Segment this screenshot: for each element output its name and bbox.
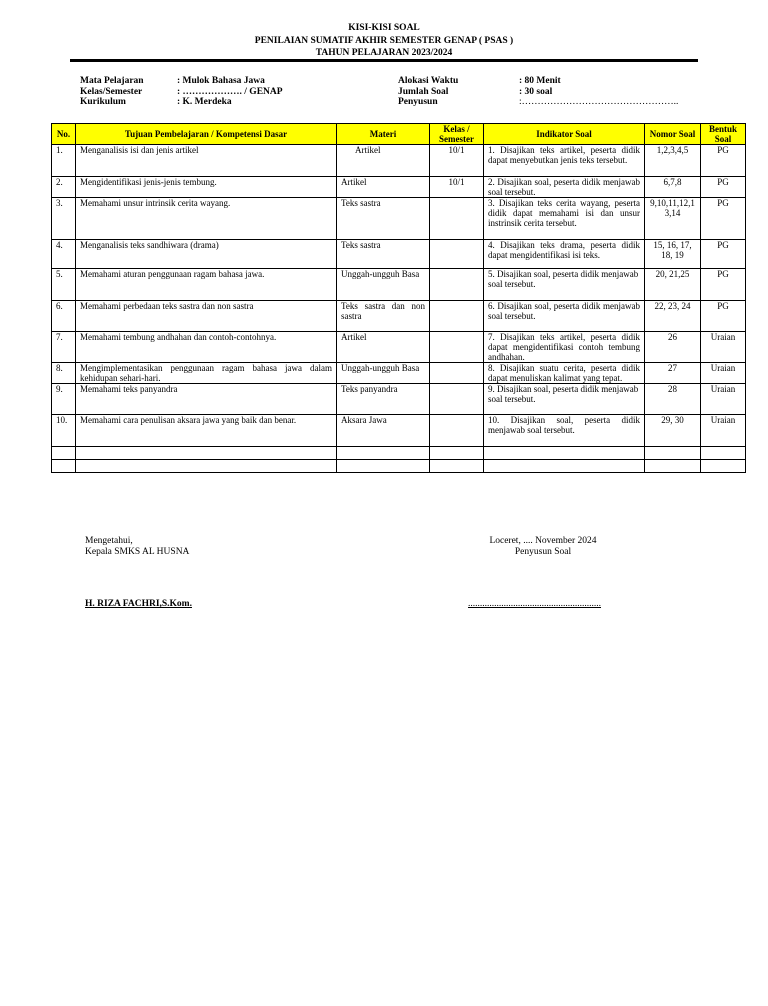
cell-empty	[52, 447, 76, 460]
cell-tujuan: Memahami perbedaan teks sastra dan non sastra	[76, 301, 337, 332]
cell-bentuk: PG	[701, 240, 746, 269]
col-header-kelas: Kelas / Semester	[430, 124, 484, 145]
document-header	[0, 22, 768, 60]
table-row	[52, 384, 746, 415]
cell-no: 4.	[52, 240, 76, 269]
meta-row-subject	[80, 76, 380, 87]
cell-materi: Teks sastra	[337, 240, 430, 269]
cell-bentuk: PG	[701, 145, 746, 177]
meta-row-curriculum	[80, 97, 380, 108]
meta-left	[80, 76, 380, 108]
cell-no: 6.	[52, 301, 76, 332]
cell-bentuk: PG	[701, 269, 746, 301]
cell-empty	[76, 447, 337, 460]
cell-no: 2.	[52, 177, 76, 198]
cell-kelas: 10/1	[430, 177, 484, 198]
cell-indikator: 4. Disajikan teks drama, peserta didik dapat mengidentifikasi isi teks.	[484, 240, 645, 269]
cell-materi: Artikel	[337, 332, 430, 363]
cell-no: 7.	[52, 332, 76, 363]
cell-kelas	[430, 384, 484, 415]
meta-row-author	[398, 97, 698, 108]
cell-empty	[430, 447, 484, 460]
cell-no: 8.	[52, 363, 76, 384]
cell-empty	[701, 447, 746, 460]
signature-right-role: Penyusun Soal	[514, 547, 572, 557]
cell-empty	[645, 447, 701, 460]
table-row	[52, 301, 746, 332]
meta-label: Penyusun	[398, 97, 438, 107]
meta-label: Kelas/Semester	[80, 86, 143, 97]
cell-nomor: 29, 30	[645, 415, 701, 447]
col-header-tujuan: Tujuan Pembelajaran / Kompetensi Dasar	[76, 124, 337, 145]
meta-value: :…………………………………………..	[519, 97, 679, 107]
grid-table	[51, 123, 746, 473]
meta-right	[398, 76, 698, 108]
cell-nomor: 20, 21,25	[645, 269, 701, 301]
cell-indikator: 6. Disajikan soal, peserta didik menjawab soal tersebut.	[484, 301, 645, 332]
cell-nomor: 1,2,3,4,5	[645, 145, 701, 177]
cell-indikator: 1. Disajikan teks artikel, peserta didik dapat menyebutkan jenis teks tersebut.	[484, 145, 645, 177]
cell-materi: Unggah-ungguh Basa	[337, 363, 430, 384]
cell-kelas	[430, 240, 484, 269]
col-header-indikator: Indikator Soal	[484, 124, 645, 145]
cell-tujuan: Memahami aturan penggunaan ragam bahasa jawa.	[76, 269, 337, 301]
cell-tujuan: Mengidentifikasi jenis-jenis tembung.	[76, 177, 337, 198]
cell-materi: Aksara Jawa	[337, 415, 430, 447]
cell-no: 9.	[52, 384, 76, 415]
cell-tujuan: Menganalisis teks sandhiwara (drama)	[76, 240, 337, 269]
cell-kelas	[430, 301, 484, 332]
cell-indikator: 8. Disajikan suatu cerita, peserta didik dapat menuliskan kalimat yang tepat.	[484, 363, 645, 384]
col-header-nomor: Nomor Soal	[645, 124, 701, 145]
cell-materi: Teks sastra	[337, 198, 430, 240]
table-header-row	[52, 124, 746, 145]
header-subtitle: PENILAIAN SUMATIF AKHIR SEMESTER GENAP ( PSAS )	[254, 35, 514, 46]
cell-indikator: 7. Disajikan teks artikel, peserta didik dapat mengidentifikasi contoh tembung andhahan.	[484, 332, 645, 363]
meta-value: : 80 Menit	[519, 76, 561, 86]
cell-no: 1.	[52, 145, 76, 177]
cell-tujuan: Menganalisis isi dan jenis artikel	[76, 145, 337, 177]
cell-nomor: 22, 23, 24	[645, 301, 701, 332]
cell-bentuk: Uraian	[701, 363, 746, 384]
cell-nomor: 15, 16, 17, 18, 19	[645, 240, 701, 269]
cell-tujuan: Memahami tembung andhahan dan contoh-contohnya.	[76, 332, 337, 363]
table-row	[52, 269, 746, 301]
header-year: TAHUN PELAJARAN 2023/2024	[315, 48, 453, 58]
signature-left	[85, 536, 189, 558]
cell-kelas	[430, 415, 484, 447]
table-row	[52, 240, 746, 269]
cell-kelas	[430, 363, 484, 384]
table-row	[52, 198, 746, 240]
cell-indikator: 9. Disajikan soal, peserta didik menjawab soal tersebut.	[484, 384, 645, 415]
cell-indikator: 5. Disajikan soal, peserta didik menjawab soal tersebut.	[484, 269, 645, 301]
cell-empty	[52, 460, 76, 473]
cell-empty	[484, 447, 645, 460]
col-header-bentuk: Bentuk Soal	[701, 124, 746, 145]
cell-kelas	[430, 198, 484, 240]
meta-value: : ………………. / GENAP	[177, 86, 283, 97]
cell-bentuk: Uraian	[701, 384, 746, 415]
meta-value: : Mulok Bahasa Jawa	[177, 76, 265, 86]
signature-right-name: ........................................................	[468, 599, 601, 609]
table-row-empty	[52, 460, 746, 473]
cell-nomor: 9,10,11,12,13,14	[645, 198, 701, 240]
meta-row-class	[80, 87, 380, 98]
cell-bentuk: PG	[701, 177, 746, 198]
signature-left-name: H. RIZA FACHRI,S.Kom.	[85, 599, 192, 609]
header-divider	[70, 59, 698, 62]
cell-kelas	[430, 269, 484, 301]
cell-nomor: 27	[645, 363, 701, 384]
signature-right-place-date: Loceret, .... November 2024	[489, 536, 597, 546]
cell-nomor: 6,7,8	[645, 177, 701, 198]
cell-materi: Teks sastra dan non sastra	[337, 301, 430, 332]
cell-kelas: 10/1	[430, 145, 484, 177]
meta-value: : 30 soal	[519, 86, 553, 97]
signature-left-role: Kepala SMKS AL HUSNA	[85, 547, 190, 557]
cell-tujuan: Mengimplementasikan penggunaan ragam bahasa jawa dalam kehidupan sehari-hari.	[76, 363, 337, 384]
cell-materi: Teks panyandra	[337, 384, 430, 415]
col-header-no: No.	[52, 124, 76, 145]
table-row	[52, 177, 746, 198]
cell-empty	[430, 460, 484, 473]
signature-right	[455, 536, 631, 558]
cell-empty	[76, 460, 337, 473]
meta-label: Alokasi Waktu	[398, 76, 459, 86]
cell-nomor: 28	[645, 384, 701, 415]
cell-empty	[645, 460, 701, 473]
meta-row-count	[398, 87, 698, 98]
table-row	[52, 363, 746, 384]
cell-empty	[701, 460, 746, 473]
cell-kelas	[430, 332, 484, 363]
cell-empty	[484, 460, 645, 473]
cell-empty	[337, 460, 430, 473]
cell-no: 5.	[52, 269, 76, 301]
cell-bentuk: PG	[701, 301, 746, 332]
cell-indikator: 10. Disajikan soal, peserta didik menjawab soal tersebut.	[484, 415, 645, 447]
cell-materi: Artikel	[337, 145, 430, 177]
cell-materi: Unggah-ungguh Basa	[337, 269, 430, 301]
table-row	[52, 145, 746, 177]
cell-indikator: 3. Disajikan teks cerita wayang, peserta didik dapat memahami isi dan unsur instrinsik cerita tersebut.	[484, 198, 645, 240]
cell-bentuk: Uraian	[701, 415, 746, 447]
cell-bentuk: Uraian	[701, 332, 746, 363]
cell-no: 3.	[52, 198, 76, 240]
meta-label: Jumlah Soal	[398, 86, 449, 97]
meta-row-time	[398, 76, 698, 87]
table-row-empty	[52, 447, 746, 460]
cell-tujuan: Memahami unsur intrinsik cerita wayang.	[76, 198, 337, 240]
meta-label: Kurikulum	[80, 97, 126, 107]
cell-materi: Artikel	[337, 177, 430, 198]
cell-tujuan: Memahami teks panyandra	[76, 384, 337, 415]
table-row	[52, 415, 746, 447]
cell-bentuk: PG	[701, 198, 746, 240]
cell-empty	[337, 447, 430, 460]
meta-value: : K. Merdeka	[177, 97, 232, 107]
header-title: KISI-KISI SOAL	[348, 23, 420, 33]
table-row	[52, 332, 746, 363]
cell-indikator: 2. Disajikan soal, peserta didik menjawab soal tersebut.	[484, 177, 645, 198]
meta-label: Mata Pelajaran	[80, 76, 144, 86]
cell-nomor: 26	[645, 332, 701, 363]
cell-no: 10.	[52, 415, 76, 447]
signature-left-greeting: Mengetahui,	[85, 536, 133, 546]
col-header-materi: Materi	[337, 124, 430, 145]
cell-tujuan: Memahami cara penulisan aksara jawa yang baik dan benar.	[76, 415, 337, 447]
